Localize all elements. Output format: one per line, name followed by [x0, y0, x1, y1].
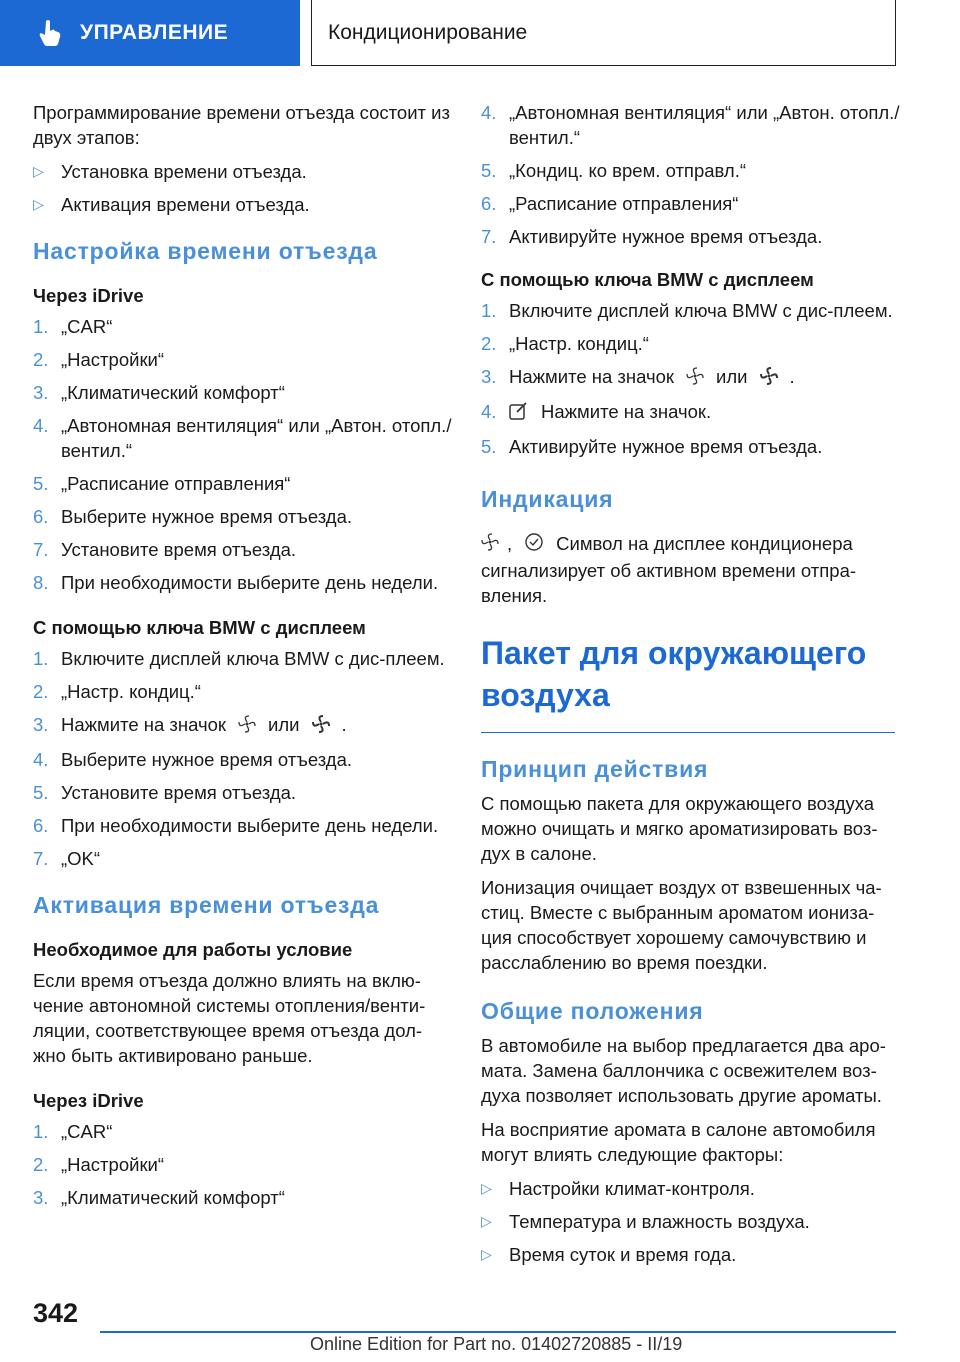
triangle-bullet-icon: ▷ [481, 1180, 492, 1197]
idrive1-steps [33, 314, 453, 595]
step-number: 8. [33, 572, 49, 593]
step-number: 3. [33, 1186, 49, 1208]
step-text: „CAR“ [61, 316, 113, 337]
list-item: 3. Нажмите на значок или . [481, 364, 901, 391]
subheading-idrive: Через iDrive [33, 285, 144, 306]
list-item: 5. Установите время отъезда. [33, 781, 297, 803]
list-item: 4. Нажмите на значок. [481, 399, 901, 426]
step-number: 5. [33, 473, 49, 494]
hand-pointer-icon [38, 19, 62, 47]
step-text: „Кондиц. ко врем. отправл.“ [509, 160, 747, 181]
fan-auto-icon [312, 714, 330, 739]
step-number: 2. [33, 349, 49, 370]
list-item [33, 1152, 453, 1177]
step-number: 7. [481, 226, 497, 247]
step-number: 7. [33, 539, 49, 560]
list-item [33, 314, 453, 339]
general-text: В автомобиле на выбор предлагается два аро-мата. Замена баллончика с освежителем воз-духа позволяет использовать другие ароматы. [481, 1035, 886, 1107]
edition-note: Online Edition for Part no. 01402720885 - II/19 [310, 1334, 683, 1354]
step-number: 3. [33, 382, 49, 403]
step-number: 1. [33, 1120, 49, 1142]
list-item: ▷ Установка времени отъезда. [33, 161, 307, 182]
step-number: 2. [33, 1153, 49, 1175]
list-item: ▷ Температура и влажность воздуха. [481, 1211, 810, 1233]
section-label: УПРАВЛЕНИЕ [80, 21, 229, 44]
step-number: 6. [33, 506, 49, 527]
step-text: „Настройки“ [61, 1153, 165, 1175]
fan-icon [238, 714, 256, 739]
list-item [33, 471, 453, 496]
divider [481, 732, 895, 734]
fan-icon [686, 366, 704, 391]
triangle-bullet-icon: ▷ [481, 1246, 492, 1263]
principle-text: С помощью пакета для окружающего воздуха можно очищать и мягко ароматизировать воз-дух в салоне. [481, 793, 878, 865]
step-text: Установите время отъезда. [61, 539, 297, 560]
heading-activate: Активация времени отъезда [33, 891, 380, 918]
list-item: 1. Включите дисплей ключа BMW с дис-плеем. [33, 648, 445, 669]
list-item [33, 504, 453, 529]
step-text: „Расписание отправления“ [61, 473, 291, 494]
triangle-bullet-icon: ▷ [33, 163, 44, 179]
list-item: 5. Активируйте нужное время отъезда. [481, 435, 823, 457]
page-title: Кондиционирование [311, 0, 896, 66]
list-item: 3. Нажмите на значок или . [33, 712, 453, 739]
subheading-condition: Необходимое для работы условие [33, 938, 353, 960]
step-text: „Климатический комфорт“ [61, 382, 285, 403]
list-item [33, 537, 453, 562]
step-number: 6. [481, 193, 497, 214]
general-text: На восприятие аромата в салоне автомобиля могут влиять следующие факторы: [481, 1119, 876, 1166]
list-item [33, 1185, 453, 1210]
list-item [33, 380, 453, 405]
step-number: 4. [481, 102, 497, 123]
fan-icon [481, 532, 499, 557]
clock-icon [524, 532, 544, 558]
step-text: „CAR“ [61, 1120, 113, 1142]
list-item [481, 191, 901, 216]
list-item: 6. При необходимости выберите день недели. [33, 814, 439, 836]
section-tab[interactable] [0, 0, 300, 66]
heading-package: Пакет для окружающего воздуха [481, 634, 867, 713]
right-column [481, 100, 901, 1275]
left-column [33, 100, 453, 1218]
list-item: ▷ Активация времени отъезда. [33, 194, 310, 215]
list-item: ▷ Время суток и время года. [481, 1244, 737, 1266]
list-item: 1. Включите дисплей ключа BMW с дис-плеем. [481, 300, 893, 321]
condition-text: Если время отъезда должно влиять на вклю-чение автономной системы отопления/венти-ляции, соответствующее время отъезда дол-жно быть активировано раньше. [33, 969, 426, 1066]
list-item: ▷ Настройки климат-контроля. [481, 1178, 755, 1200]
subheading-key: С помощью ключа BMW с дисплеем [33, 617, 366, 638]
step-text: „Расписание отправления“ [509, 193, 739, 214]
list-item: 2. „Настр. кондиц.“ [481, 333, 649, 354]
list-item [481, 158, 901, 183]
heading-indication: Индикация [481, 485, 614, 512]
edit-square-icon [509, 400, 529, 426]
list-item [481, 100, 901, 150]
step-text: „Автономная вентиляция“ или „Автон. отопл./вентил.“ [509, 102, 900, 148]
step-text: При необходимости выберите день недели. [61, 572, 439, 593]
triangle-bullet-icon: ▷ [33, 196, 44, 212]
step-number: 5. [481, 160, 497, 181]
step-number: 4. [33, 415, 49, 436]
page-number: 342 [33, 1298, 79, 1328]
list-item [481, 224, 901, 249]
idrive2-steps [33, 1119, 453, 1210]
step-text: „Настройки“ [61, 349, 165, 370]
footer-rule [100, 1331, 896, 1333]
heading-general: Общие положения [481, 998, 704, 1025]
page-header [0, 0, 960, 68]
list-item: 7. „OK“ [33, 847, 101, 869]
step-number: 1. [33, 316, 49, 337]
intro-text: Программирование времени отъезда состоит из двух этапов: [33, 102, 450, 148]
step-text: Активируйте нужное время отъезда. [509, 226, 823, 247]
subheading-idrive: Через iDrive [33, 1089, 144, 1111]
indication-text: , Символ на дисплее кондиционера сигнализирует об активном времени отпра-вления. [481, 532, 857, 606]
subheading-key: С помощью ключа BMW с дисплеем [481, 269, 814, 290]
step-text: Выберите нужное время отъезда. [61, 506, 352, 527]
fan-auto-icon [760, 366, 778, 391]
list-item [33, 347, 453, 372]
list-item [33, 1119, 453, 1144]
list-item [33, 413, 453, 463]
step-text: „Климатический комфорт“ [61, 1186, 285, 1208]
idrive2-steps-cont [481, 100, 901, 249]
heading-principle: Принцип действия [481, 756, 709, 783]
heading-setup: Настройка времени отъезда [33, 238, 378, 264]
list-item: 4. Выберите нужное время отъезда. [33, 748, 352, 770]
principle-text: Ионизация очищает воздух от взвешенных ча-стиц. Вместе с выбранным ароматом иониза-ция способствует хорошему самочувствию и расслаблению во время поездки. [481, 877, 882, 974]
step-text: „Автономная вентиляция“ или „Автон. отопл./вентил.“ [61, 415, 452, 461]
triangle-bullet-icon: ▷ [481, 1213, 492, 1230]
list-item: 2. „Настр. кондиц.“ [33, 681, 201, 702]
list-item [33, 570, 453, 595]
